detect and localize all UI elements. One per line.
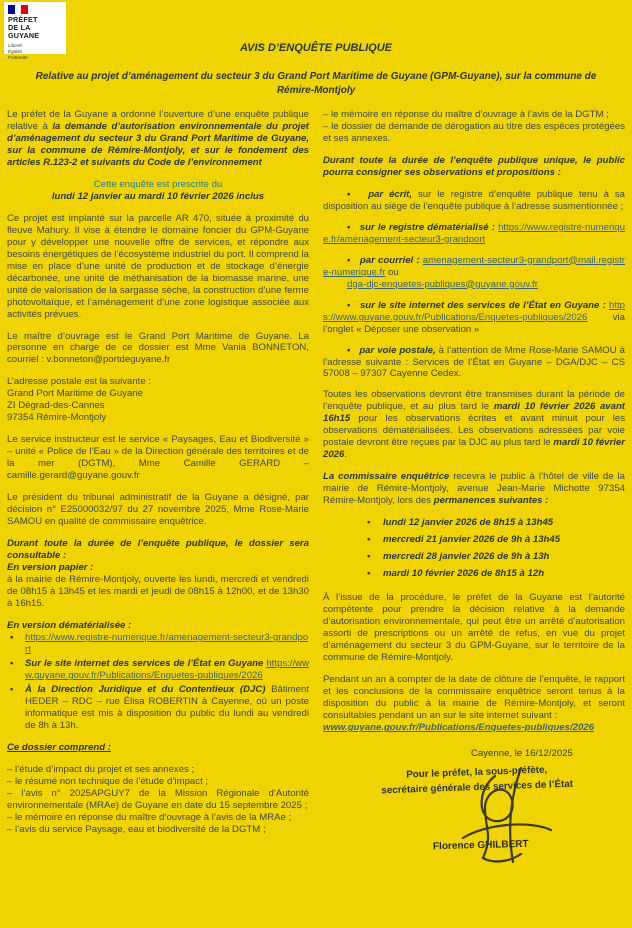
list-item: • par courriel : amenagement-secteur3-grandport@mail.registre-numerique.fr ou dga-djc-enquetes-publiques@guyane.gouv.fr — [323, 255, 625, 291]
dossier-contents-list-continued — [323, 109, 625, 145]
dematerialized-section: En version dématérialisée : • https://www.registre-numerique.fr/amenagement-secteur3-grandport • Sur le site internet des services de l’État en Guyane https://www.guyane.gouv.fr/Publications/Enquetes-publiques/2026 • À la Direction Juridique et du Contentieux (DJC) Bâtiment HEDER – RDC – rue Élisa ROBERTIN à Cayenne, où un poste informatique est mis à disposition du public du lundi au vendredi de 8h à 13h. — [7, 620, 309, 732]
french-flag-icon — [8, 5, 28, 14]
list-item: • mercredi 28 janvier 2026 de 9h à 13h — [367, 551, 625, 563]
list-item: • Sur le site internet des services de l’État en Guyane https://www.guyane.gouv.fr/Publications/Enquetes-publiques/2026 — [7, 658, 309, 682]
instructing-service: Le service instructeur est le service « Paysages, Eau et Biodiversité » – unité « Police de l’Eau » de la Direction générale des territoires et de la mer (DGTM), Mme Camille GERARD – camille.gerard@guyane.gouv.fr — [7, 434, 309, 482]
project-owner: Le maître d’ouvrage est le Grand Port Maritime de Guyane. La personne en charge de ce dossier est Mme Vania BONNETON, courriel : v.bonneton@portdeguyane.fr — [7, 330, 309, 366]
observations-heading: Durant toute la durée de l’enquête publique unique, le public pourra consigner ses observations et propositions : — [323, 154, 625, 178]
email-link[interactable]: amenagement-secteur3-grandport@mail.registre-numerique.fr — [323, 254, 625, 278]
commissioner-designation: Le président du tribunal administratif de la Guyane a désigné, par décision n° E25000032/97 du 27 novembre 2025, Mme Rose-Marie SAMOU en qualité de commissaire enquêtrice. — [7, 492, 309, 528]
list-item: • par voie postale, à l’attention de Mme Rose-Marie SAMOU à l’adresse suivante : Services de l’État en Guyane – DGA/DJC – CS 57008 – 97307 Cayenne Cedex. — [323, 345, 625, 381]
list-item: – le résumé non technique de l’étude d’impact ; — [7, 776, 209, 788]
project-description: Ce projet est implanté sur la parcelle AR 470, située à proximité du fleuve Mahury. Il vise à étendre le domaine foncier du GPM-Guyane pour y développer une nouvelle offre de services, et répondre aux besoins énergétiques de l’écosystème industriel du port. Il comprend la mise en place d’une unité de production et de stockage d’énergie décarbonée, une unité de méthanisation de la biomasse marine, une unité de valorisation de la sargasse sèche, la construction d’une ferme photovoltaïque, et l’aménagement d’une zone logistique associée aux activités prévues. — [7, 212, 309, 320]
list-item: – l’avis du service Paysage, eau et biodiversité de la DGTM ; — [7, 823, 266, 835]
guyane-gouv-link[interactable]: https://www.guyane.gouv.fr/Publications/Enquetes-publiques/2026 — [323, 299, 625, 323]
guyane-gouv-link[interactable]: www.guyane.gouv.fr/Publications/Enquetes-publiques/2026 — [323, 722, 594, 734]
report-availability: Pendant un an à compter de la date de clôture de l’enquête, le rapport et les conclusions de la commissaire enquêtrice seront tenus à la disposition du public à la mairie de Rémire-Montjoly, et seront consultables pendant un an sur le site internet suivant : www.guyane.gouv.fr/Publications/Enquetes-publiques/2026 — [323, 674, 625, 734]
handwritten-signature — [433, 762, 563, 872]
signer-name: Florence GHILBERT — [432, 838, 529, 853]
dossier-contents-list — [7, 764, 309, 836]
intro-paragraph: Le préfet de la Guyane a ordonné l’ouverture d’une enquête publique relative à la demande d’autorisation environnementale du projet d’aménagement du secteur 3 du Grand Port Maritime de Guyane, sur la commune de Rémire-Montjoly, et sur le fondement des articles R.123-2 et suivants du Code de l’environnement — [7, 108, 309, 168]
list-item: • lundi 12 janvier 2026 de 8h15 à 13h45 — [367, 517, 625, 529]
right-column — [323, 109, 625, 864]
list-item: – le mémoire en réponse du maître d’ouvrage à l’avis de la DGTM ; — [323, 108, 609, 120]
signature-block — [323, 744, 625, 864]
permanence-list — [367, 517, 625, 580]
list-item — [7, 632, 309, 656]
list-item: • mardi 10 février 2026 de 8h15 à 12h — [367, 568, 625, 580]
consultation-section: Durant toute la durée de l’enquête publique, le dossier sera consultable : En version papier : à la mairie de Rémire-Montjoly, ouverte les lundi, mercredi et vendredi de 08h15 à 13h45 et les mardi et jeudi de 08h15 à 12h00, et de 13h30 à 16h15. — [7, 538, 309, 610]
list-item: – le dossier de demande de dérogation au titre des espèces protégées et ses annexes. — [323, 120, 625, 144]
guyane-gouv-link[interactable]: https://www.guyane.gouv.fr/Publications/Enquetes-publiques/2026 — [25, 658, 309, 682]
delegation-lines: Pour le préfet, la sous-préfète, secrétaire générale des services de l’État — [381, 764, 574, 797]
dossier-contents-heading: Ce dossier comprend : — [7, 742, 111, 754]
two-column-body — [0, 99, 632, 864]
document-title: AVIS D’ENQUÊTE PUBLIQUE — [240, 42, 392, 54]
email-link[interactable]: dga-djc-enquetes-publiques@guyane.gouv.fr — [347, 278, 538, 290]
left-column — [7, 109, 309, 864]
list-item: • sur le site internet des services de l’État en Guyane : https://www.guyane.gouv.fr/Publications/Enquetes-publiques/2026 via l’onglet « Déposer une observation » — [323, 300, 625, 336]
list-item: – le mémoire en réponse du maître d’ouvrage à l’avis de la MRAe ; — [7, 811, 292, 823]
registre-numerique-link[interactable]: https://www.registre-numerique.fr/amenagement-secteur3-grandport — [25, 632, 309, 656]
list-item: • mercredi 21 janvier 2026 de 9h à 13h45 — [367, 534, 625, 546]
list-item: • À la Direction Juridique et du Contentieux (DJC) Bâtiment HEDER – RDC – rue Élisa ROBERTIN à Cayenne, où un poste informatique est mis à disposition du public du lundi au vendredi de 8h à 13h. — [7, 684, 309, 732]
postal-address: L’adresse postale est la suivante : Grand Port Maritime de Guyane ZI Dégrad-des-Cannes 97354 Rémire-Montjoly — [7, 376, 151, 424]
logo-motto: Liberté Égalité Fraternité — [8, 43, 28, 60]
place-and-date: Cayenne, le 16/12/2025 — [471, 748, 573, 760]
logo-line2: DE LA GUYANE — [8, 23, 40, 41]
list-item: – l’étude d’impact du projet et ses annexes ; — [7, 764, 195, 776]
logo-line1: PRÉFET — [8, 15, 38, 24]
commissioner-sessions-intro: La commissaire enquêtrice recevra le public à l’hôtel de ville de la mairie de Rémire-Montjoly, avenue Jean-Marie Michotte 97354 Rémire-Montjoly, lors des permanences suivantes : — [323, 471, 625, 507]
decision-authority: À l’issue de la procédure, le préfet de la Guyane est l’autorité compétente pour prendre la décision relative à la demande d’autorisation environnementale, qui peut être un arrêté d’autorisation assorti de prescriptions ou un arrêté de refus, en vue du projet d’aménagement du secteur 3 du GPM-Guyane, sur le territoire de la commune de Rémire-Montjoly. — [323, 592, 625, 664]
document-subtitle: Relative au projet d’aménagement du secteur 3 du Grand Port Maritime de Guyane (GPM-Guyane), sur la commune de Rémire-Montjoly — [35, 70, 597, 97]
list-item: • sur le registre dématérialisé : https://www.registre-numerique.fr/amenagement-secteur3-grandport — [323, 222, 625, 246]
inquiry-dates: Cette enquête est prescrite du lundi 12 janvier au mardi 10 février 2026 inclus — [51, 178, 265, 202]
registre-numerique-link[interactable]: https://www.registre-numerique.fr/amenagement-secteur3-grandport — [323, 221, 625, 245]
list-item: • par écrit, sur le registre d’enquête publique tenu à sa disposition au siège de l’enquête publique à l’adresse susmentionnée ; — [323, 189, 625, 213]
observation-deadlines: Toutes les observations devront être transmises durant la période de l’enquête publique, et au plus tard le mardi 10 février 2026 avant 16h15 pour les observations écrites et avant minuit pour les observations dématérialisées. Les observations adressées par voie postale devront être reçues par la DJC au plus tard le mardi 10 février 2026. — [323, 389, 626, 461]
list-item: – l’avis n° 2025APGUY7 de la Mission Régionale d’Autorité environnementale (MRAe) de Guyane en date du 15 septembre 2025 ; — [7, 788, 309, 811]
prefecture-logo — [4, 2, 66, 60]
